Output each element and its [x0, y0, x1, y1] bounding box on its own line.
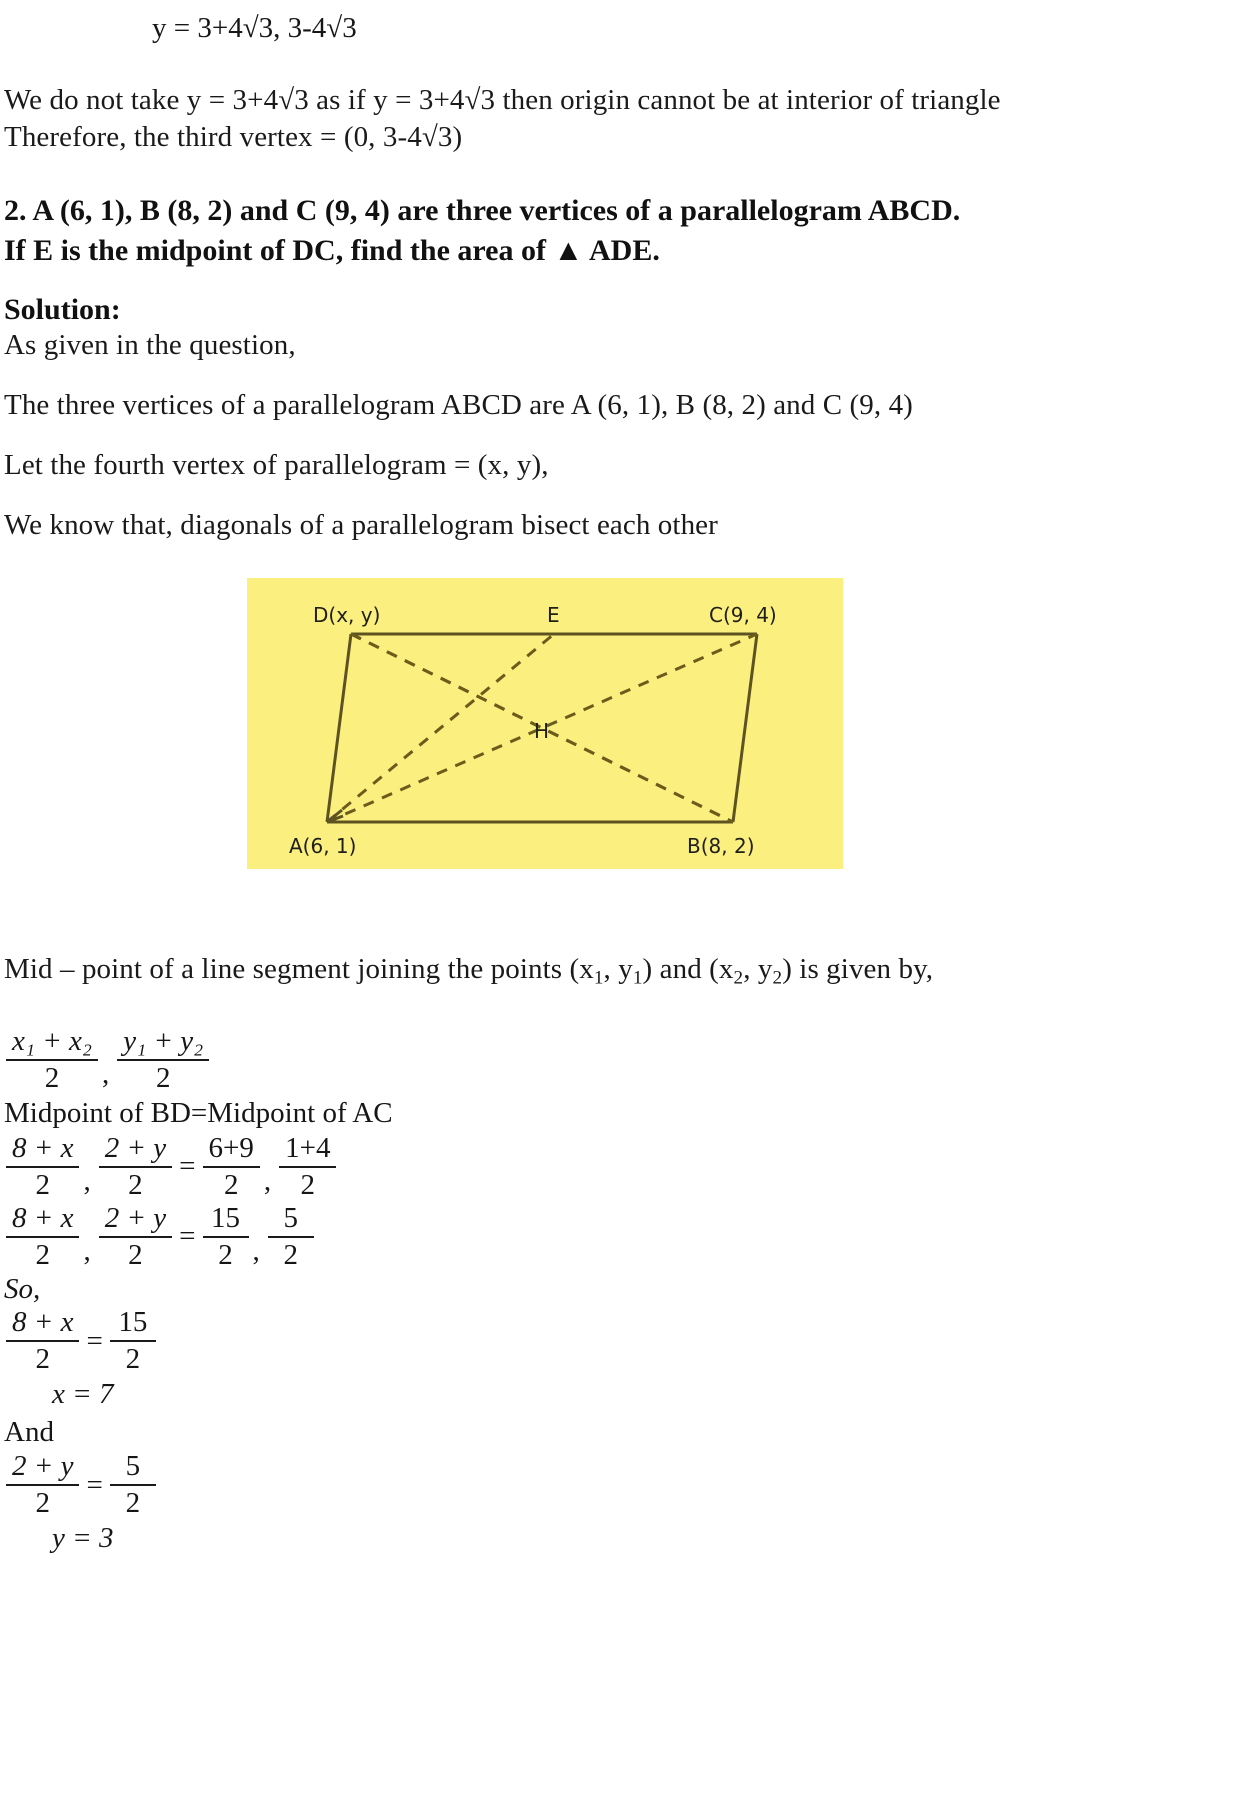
eq1-left1-num: 8 + x: [12, 1131, 74, 1164]
midpoint-separator: ,: [101, 1058, 110, 1091]
eq2-left2-num: 2 + y: [104, 1201, 167, 1234]
eq4-equals: =: [86, 1468, 103, 1501]
spacer-3: [0, 271, 1250, 293]
spacer-4: [0, 365, 1250, 387]
frac-midpoint-x-den: 2: [44, 1062, 60, 1095]
label-c: C(9, 4): [709, 603, 777, 628]
midpoint-intro-e: ) is given by,: [782, 953, 934, 986]
top-equation: y = 3+4√3, 3-4√3: [152, 12, 357, 44]
frac-midpoint-y: [117, 1025, 209, 1095]
eq3-left: [6, 1306, 79, 1376]
so-label: So,: [4, 1272, 41, 1305]
midpoint-intro-line: [0, 951, 1250, 991]
spacer-2: [0, 157, 1250, 191]
midpoint-intro-c: ) and (x: [642, 953, 734, 986]
label-a: A(6, 1): [289, 834, 357, 859]
eq1-right1: [203, 1132, 260, 1202]
eq1-equals: =: [179, 1150, 196, 1183]
equation-3-row: [0, 1306, 1250, 1376]
spacer-5: [0, 425, 1250, 447]
as-given-line: As given in the question,: [4, 329, 296, 362]
label-h: H: [534, 719, 550, 744]
eq1-right1-den: 2: [223, 1168, 239, 1201]
equation-2-row: [0, 1202, 1250, 1272]
midpoint-sub-4: 2: [772, 967, 783, 989]
eq1-left2-den: 2: [128, 1168, 143, 1201]
frac-midpoint-x-num: x₁ + x₂: [12, 1025, 92, 1058]
label-b: B(8, 2): [687, 834, 755, 859]
eq2-left2: [99, 1202, 172, 1272]
diagonals-bisect-line: We know that, diagonals of a parallelogram bisect each other: [4, 508, 718, 541]
eq3-equals: =: [86, 1324, 103, 1357]
segment-ae: [327, 634, 554, 822]
eq2-left1-den: 2: [35, 1238, 50, 1271]
spacer-9: [0, 991, 1250, 1025]
midpoint-sub-2: 1: [632, 967, 643, 989]
equation-1-row: [0, 1132, 1250, 1202]
midpoint-intro-a: Mid – point of a line segment joining the points (x: [4, 953, 594, 986]
eq4-right: [110, 1450, 156, 1520]
eq2-right2-num: 5: [283, 1201, 299, 1234]
spacer-8: [0, 869, 1250, 917]
eq2-right1: [203, 1202, 249, 1272]
spacer-6: [0, 485, 1250, 507]
midpoint-intro-b: , y: [603, 953, 633, 986]
eq4-left-num: 2 + y: [12, 1450, 74, 1483]
eq2-equals: =: [179, 1220, 196, 1253]
equation-4-row: [0, 1450, 1250, 1520]
eq1-sep2: ,: [263, 1164, 272, 1197]
eq4-left: [6, 1450, 79, 1520]
spacer-top: [0, 0, 1250, 10]
paragraph-third-vertex: Therefore, the third vertex = (0, 3-4√3): [4, 121, 463, 154]
eq1-right1-num: 6+9: [208, 1131, 254, 1164]
eq2-left1-num: 8 + x: [12, 1201, 74, 1234]
label-e: E: [547, 603, 560, 628]
paragraph-no-take: We do not take y = 3+4√3 as if y = 3+4√3 then origin cannot be at interior of triangle: [4, 83, 1001, 116]
three-vertices-line: The three vertices of a parallelogram ABCD are A (6, 1), B (8, 2) and C (9, 4): [4, 389, 913, 422]
eq1-right2-num: 1+4: [285, 1131, 331, 1164]
and-label: And: [4, 1416, 54, 1449]
eq2-right1-num: 15: [211, 1201, 241, 1234]
eq4-right-num: 5: [125, 1450, 141, 1483]
eq1-right2: [279, 1132, 336, 1202]
midpoint-intro-d: , y: [743, 953, 773, 986]
frac-midpoint-y-den: 2: [155, 1062, 171, 1095]
eq1-left2-num: 2 + y: [104, 1131, 167, 1164]
eq3-left-num: 8 + x: [12, 1306, 74, 1339]
eq2-right1-den: 2: [218, 1238, 233, 1271]
edge-da: [327, 634, 351, 822]
eq2-right2: [268, 1202, 314, 1272]
frac-midpoint-y-num: y₁ + y₂: [123, 1025, 204, 1058]
eq4-result: y = 3: [52, 1522, 114, 1555]
midpoint-sub-1: 1: [593, 967, 604, 989]
eq2-left2-den: 2: [128, 1238, 143, 1271]
eq3-result: x = 7: [52, 1378, 114, 1411]
question-line-2: If E is the midpoint of DC, find the area of ▲ ADE.: [4, 234, 660, 268]
parallelogram-svg: [247, 578, 843, 869]
figure-container: [0, 578, 1250, 869]
spacer-8b: [0, 917, 1250, 951]
eq2-sep2: ,: [252, 1234, 260, 1267]
edge-bc: [733, 634, 757, 822]
fourth-vertex-line: Let the fourth vertex of parallelogram = (x, y),: [4, 448, 549, 481]
eq1-left2: [99, 1132, 172, 1202]
spacer-7: [0, 544, 1250, 578]
eq3-right: [110, 1306, 156, 1376]
eq2-left1: [6, 1202, 79, 1272]
eq1-left1-den: 2: [35, 1168, 50, 1201]
eq3-left-den: 2: [35, 1343, 50, 1376]
eq1-right2-den: 2: [300, 1168, 316, 1201]
parallelogram-figure: [247, 578, 843, 869]
eq3-right-num: 15: [118, 1306, 148, 1339]
eq3-right-den: 2: [125, 1343, 141, 1376]
spacer-1: [0, 48, 1250, 82]
midpoint-bd-ac-line: Midpoint of BD=Midpoint of AC: [4, 1097, 393, 1130]
label-d: D(x, y): [313, 603, 381, 628]
eq1-sep1: ,: [83, 1164, 91, 1197]
midpoint-formula-row: [0, 1025, 1250, 1095]
question-line-1: 2. A (6, 1), B (8, 2) and C (9, 4) are three vertices of a parallelogram ABCD.: [4, 194, 961, 228]
midpoint-sub-3: 2: [733, 967, 744, 989]
eq1-left1: [6, 1132, 79, 1202]
solution-heading: Solution:: [4, 293, 121, 327]
eq4-left-den: 2: [35, 1487, 50, 1520]
eq4-right-den: 2: [125, 1487, 141, 1520]
eq2-sep1: ,: [83, 1234, 91, 1267]
frac-midpoint-x: [6, 1025, 98, 1095]
eq2-right2-den: 2: [283, 1238, 299, 1271]
